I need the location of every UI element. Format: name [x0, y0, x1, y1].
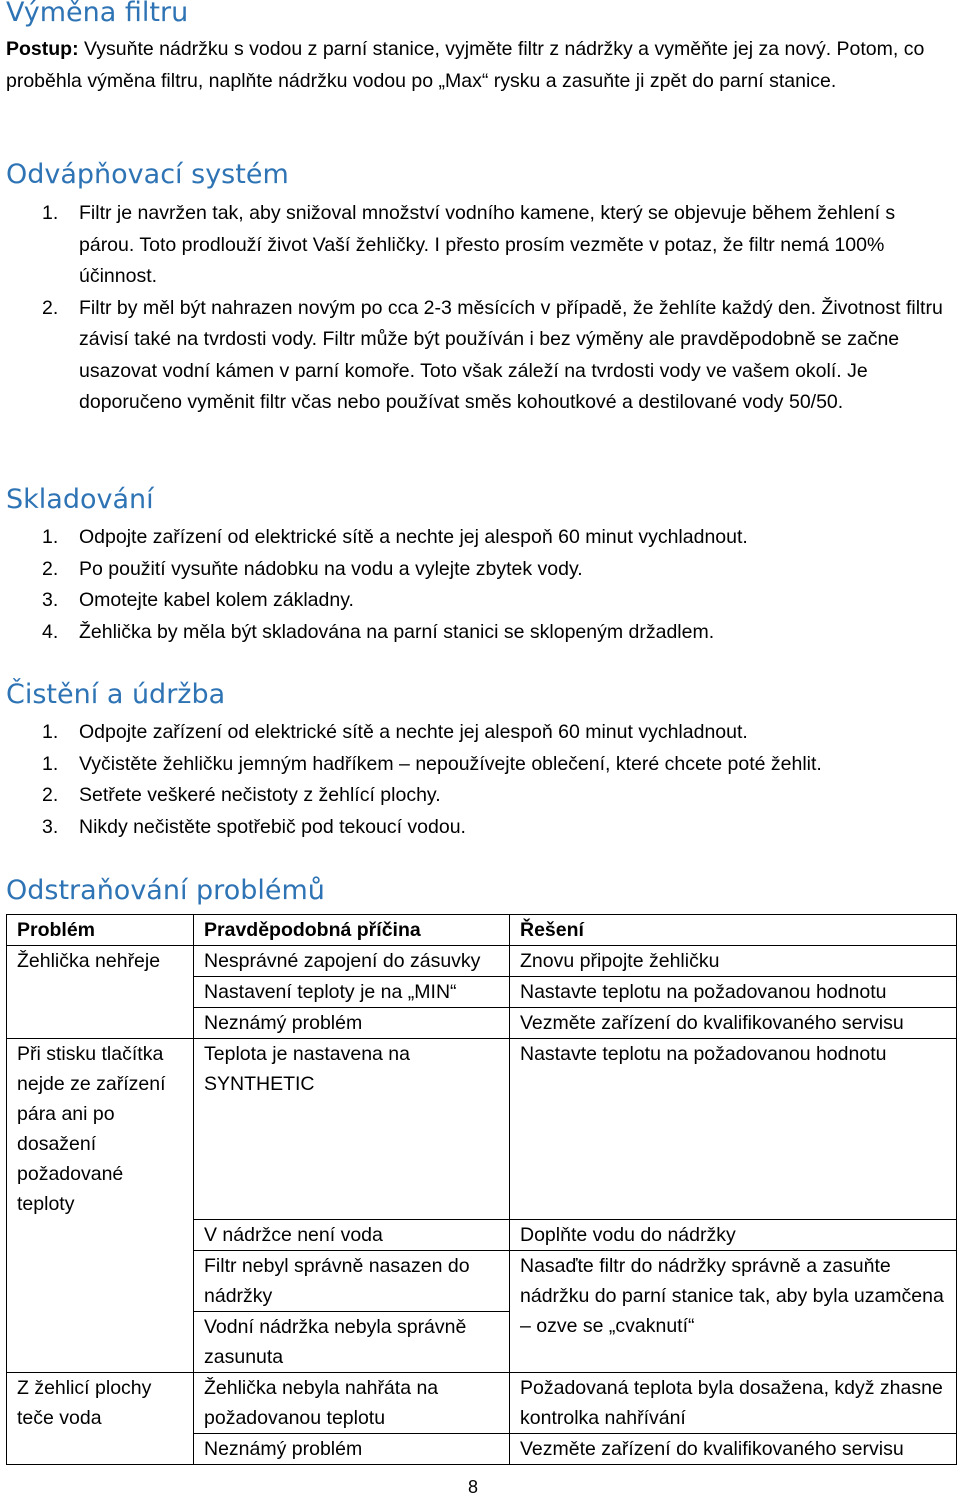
- list-item: [6, 585, 946, 617]
- table-row: [7, 946, 957, 977]
- heading-cleaning-maintenance: Čistění a údržba: [6, 679, 226, 710]
- problem-cell-empty: [7, 1219, 194, 1250]
- solution-cell: Nastavte teplotu na požadovanou hodnotu: [510, 977, 957, 1008]
- solution-cell: Vezměte zařízení do kvalifikovaného servisu: [510, 1433, 957, 1464]
- list-item: [6, 617, 946, 649]
- cause-cell: Filtr nebyl správně nasazen do nádržky: [194, 1250, 510, 1311]
- problem-cell: Z žehlicí plochy teče voda: [7, 1372, 194, 1433]
- solution-cell: Znovu připojte žehličku: [510, 946, 957, 977]
- list-number: 1.: [42, 202, 59, 224]
- header-cause: Pravděpodobná příčina: [194, 915, 510, 946]
- list-text: Po použití vysuňte nádobku na vodu a vylejte zbytek vody.: [79, 557, 583, 580]
- list-item: [6, 780, 946, 812]
- list-number: 4.: [42, 620, 59, 643]
- solution-cell: Nasaďte filtr do nádržky správně a zasuňte nádržku do parní stanice tak, aby byla uzamčena – ozve se „cvaknutí“: [510, 1250, 957, 1372]
- cause-cell: Nesprávné zapojení do zásuvky: [194, 946, 510, 977]
- list-number: 2.: [42, 557, 59, 580]
- list-number: 2.: [42, 784, 59, 806]
- list-text: Filtr je navržen tak, aby snižoval množství vodního kamene, který se objevuje během žehlení s párou. Toto prodlouží život Vaší žehličky. I přesto prosím vezměte v potaz, že filtr nemá 100% účinnost.: [79, 202, 896, 287]
- problem-cell: Žehlička nehřeje: [7, 946, 194, 977]
- table-header-row: [7, 915, 957, 946]
- list-number: 3.: [42, 589, 59, 611]
- list-number: 3.: [42, 815, 59, 838]
- list-number: 1.: [42, 721, 59, 743]
- storage-list: [6, 522, 946, 648]
- table-row: [7, 1250, 957, 1311]
- list-number: 1.: [42, 752, 59, 775]
- list-text: Filtr by měl být nahrazen novým po cca 2-3 měsících v případě, že žehlíte každý den. Životnost filtru závisí také na tvrdosti vody. Filtr může být používán i bez výměny ale pravděpodobně se začne usazovat vodní kámen v parní komoře. Toto však záleží na tvrdosti vody ve vašem okolí. Je doporučeno vyměnit filtr včas nebo používat směs kohoutkové a destilované vody 50/50.: [79, 296, 943, 413]
- problem-cell-empty: [7, 1250, 194, 1311]
- heading-filter-replacement: Výměna filtru: [6, 0, 189, 28]
- list-item: [6, 554, 946, 586]
- table-row: [7, 1008, 957, 1039]
- heading-descaling-system: Odvápňovací systém: [6, 159, 289, 190]
- list-text: Setřete veškeré nečistoty z žehlící plochy.: [79, 784, 441, 806]
- list-number: 1.: [42, 526, 59, 548]
- solution-cell: Požadovaná teplota byla dosažena, když zhasne kontrolka nahřívání: [510, 1372, 957, 1433]
- problem-cell-empty: [7, 1433, 194, 1464]
- problem-cell-empty: [7, 1311, 194, 1372]
- cleaning-list: [6, 717, 946, 843]
- procedure-label: Postup:: [6, 38, 79, 60]
- procedure-text: Vysuňte nádržku s vodou z parní stanice, vyjměte filtr z nádržky a vyměňte jej za nový. Potom, co proběhla výměna filtru, naplňte nádržku vodou po „Max“ rysku a zasuňte ji zpět do parní stanice.: [6, 38, 925, 92]
- heading-storage: Skladování: [6, 484, 154, 515]
- header-problem: Problém: [7, 915, 194, 946]
- list-text: Odpojte zařízení od elektrické sítě a nechte jej alespoň 60 minut vychladnout.: [79, 721, 748, 743]
- list-text: Odpojte zařízení od elektrické sítě a nechte jej alespoň 60 minut vychladnout.: [79, 526, 748, 548]
- problem-cell: Při stisku tlačítka nejde ze zařízení pára ani po dosažení požadované teploty: [7, 1039, 194, 1220]
- table-row: [7, 1219, 957, 1250]
- heading-troubleshooting: Odstraňování problémů: [6, 875, 325, 906]
- list-text: Nikdy nečistěte spotřebič pod tekoucí vodou.: [79, 815, 466, 838]
- cause-cell: Vodní nádržka nebyla správně zasunuta: [194, 1311, 510, 1372]
- list-item: [6, 749, 946, 781]
- list-item: [6, 717, 946, 749]
- table-row: [7, 1372, 957, 1433]
- list-item: [6, 293, 946, 419]
- list-text: Žehlička by měla být skladována na parní stanici se sklopeným držadlem.: [79, 620, 715, 643]
- cause-cell: Teplota je nastavena na SYNTHETIC: [194, 1039, 510, 1220]
- cause-cell: Nastavení teploty je na „MIN“: [194, 977, 510, 1008]
- list-item: [6, 198, 946, 293]
- troubleshooting-table: [6, 914, 957, 1465]
- list-text: Omotejte kabel kolem základny.: [79, 589, 354, 611]
- table-row: [7, 977, 957, 1008]
- list-item: [6, 812, 946, 844]
- list-item: [6, 522, 946, 554]
- solution-cell: Nastavte teplotu na požadovanou hodnotu: [510, 1039, 957, 1220]
- problem-cell-empty: [7, 977, 194, 1008]
- cause-cell: Neznámý problém: [194, 1433, 510, 1464]
- header-solution: Řešení: [510, 915, 957, 946]
- solution-cell: Vezměte zařízení do kvalifikovaného servisu: [510, 1008, 957, 1039]
- table-row: [7, 1039, 957, 1220]
- problem-cell-empty: [7, 1008, 194, 1039]
- filter-procedure: [6, 34, 946, 97]
- cause-cell: V nádržce není voda: [194, 1219, 510, 1250]
- cause-cell: Neznámý problém: [194, 1008, 510, 1039]
- cause-cell: Žehlička nebyla nahřáta na požadovanou teplotu: [194, 1372, 510, 1433]
- descale-list: [6, 198, 946, 419]
- list-number: 2.: [42, 296, 59, 319]
- list-text: Vyčistěte žehličku jemným hadříkem – nepoužívejte oblečení, které chcete poté žehlit.: [79, 752, 822, 775]
- solution-cell: Doplňte vodu do nádržky: [510, 1219, 957, 1250]
- table-row: [7, 1433, 957, 1464]
- page-number: 8: [467, 1477, 478, 1497]
